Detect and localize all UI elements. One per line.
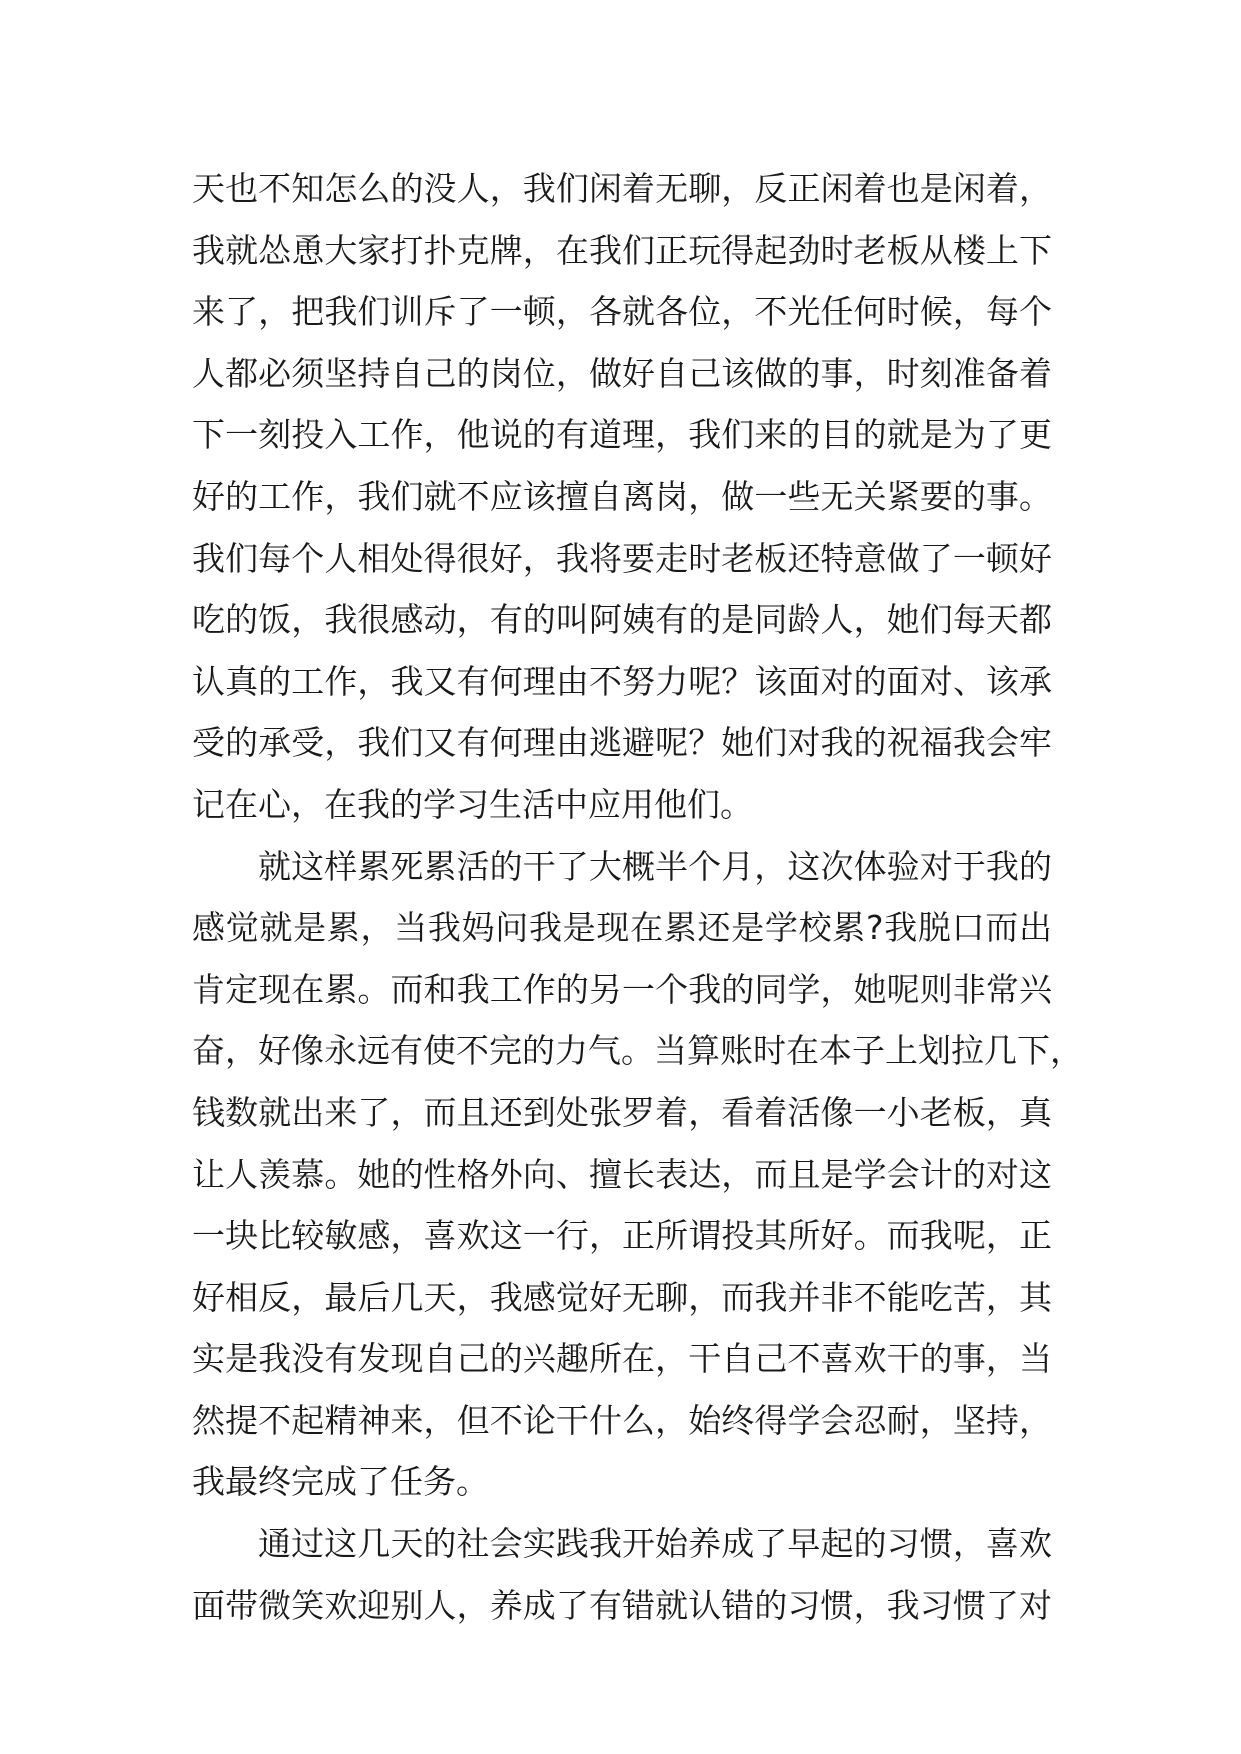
text-line: 好的工作，我们就不应该擅自离岗，做一些无关紧要的事。	[192, 476, 1052, 516]
text-line: 肯定现在累。而和我工作的另一个我的同学，她呢则非常兴	[192, 969, 1052, 1009]
text-line: 下一刻投入工作，他说的有道理，我们来的目的就是为了更	[192, 415, 1052, 455]
paragraph-first-line: 通过这几天的社会实践我开始养成了早起的习惯，喜欢	[258, 1524, 1052, 1564]
text-line: 吃的饭，我很感动，有的叫阿姨有的是同龄人，她们每天都	[192, 600, 1052, 640]
text-line: 感觉就是累，当我妈问我是现在累还是学校累?我脱口而出	[192, 908, 1052, 948]
text-line: 我就怂恿大家打扑克牌，在我们正玩得起劲时老板从楼上下	[192, 230, 1052, 270]
text-line: 认真的工作，我又有何理由不努力呢？该面对的面对、该承	[192, 661, 1052, 701]
text-line: 我们每个人相处得很好，我将要走时老板还特意做了一顿好	[192, 538, 1052, 578]
text-line: 天也不知怎么的没人，我们闲着无聊，反正闲着也是闲着，	[192, 169, 1052, 208]
text-line: 记在心，在我的学习生活中应用他们。	[192, 784, 753, 824]
text-line: 实是我没有发现自己的兴趣所在，干自己不喜欢干的事，当	[192, 1339, 1052, 1379]
text-line: 我最终完成了任务。	[192, 1462, 489, 1502]
text-line: 让人羡慕。她的性格外向、擅长表达，而且是学会计的对这	[192, 1154, 1052, 1194]
document-body	[192, 158, 1083, 1636]
text-line: 面带微笑欢迎别人，养成了有错就认错的习惯，我习惯了对	[192, 1585, 1052, 1625]
paragraph-first-line: 就这样累死累活的干了大概半个月，这次体验对于我的	[258, 846, 1052, 886]
text-line: 然提不起精神来，但不论干什么，始终得学会忍耐，坚持，	[192, 1400, 1052, 1440]
text-line: 来了，把我们训斥了一顿，各就各位，不光任何时候，每个	[192, 292, 1052, 332]
text-line: 钱数就出来了，而且还到处张罗着，看着活像一小老板，真	[192, 1092, 1052, 1132]
text-line: 受的承受，我们又有何理由逃避呢？她们对我的祝福我会牢	[192, 723, 1052, 763]
text-line: 一块比较敏感，喜欢这一行，正所谓投其所好。而我呢，正	[192, 1216, 1052, 1256]
text-line: 奋，好像永远有使不完的力气。当算账时在本子上划拉几下，	[192, 1031, 1083, 1071]
text-line: 人都必须坚持自己的岗位，做好自己该做的事，时刻准备着	[192, 353, 1052, 393]
text-line: 好相反，最后几天，我感觉好无聊，而我并非不能吃苦，其	[192, 1277, 1052, 1317]
